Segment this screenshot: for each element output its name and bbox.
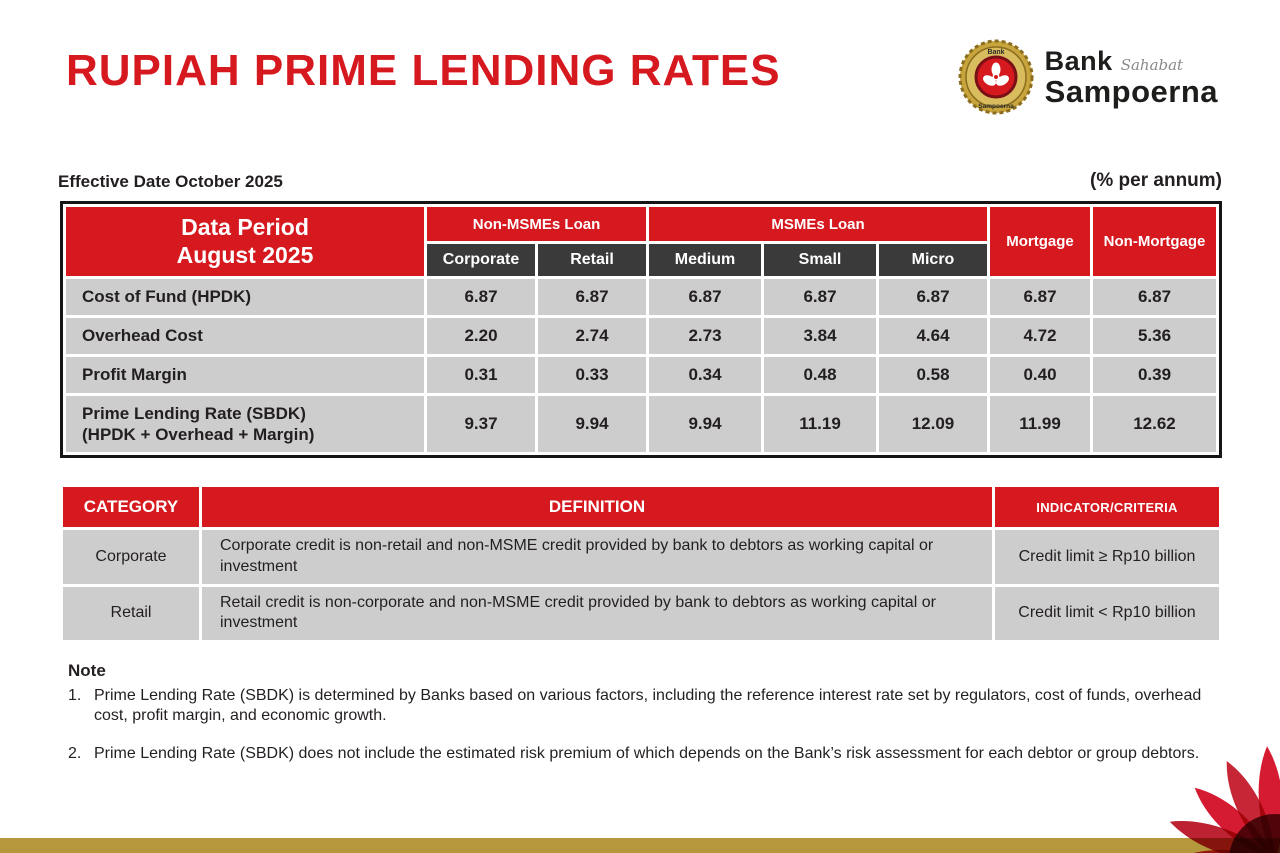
bank-sampoerna-logo bbox=[957, 38, 1218, 116]
definition-retail: Retail credit is non-corporate and non-MSME credit provided by bank to debtors as working capital or investment bbox=[202, 587, 992, 641]
table-row bbox=[66, 396, 1216, 452]
note-number: 2. bbox=[68, 744, 82, 762]
subheader-retail: Retail bbox=[538, 244, 646, 276]
cell-value: 0.40 bbox=[990, 357, 1090, 393]
notes-section bbox=[68, 660, 1218, 781]
def-header-category: CATEGORY bbox=[63, 487, 199, 527]
row-label-cost-of-fund: Cost of Fund (HPDK) bbox=[66, 279, 424, 315]
row-label-overhead-cost: Overhead Cost bbox=[66, 318, 424, 354]
cell-value: 4.72 bbox=[990, 318, 1090, 354]
meta-row bbox=[58, 170, 1222, 192]
cell-value: 0.34 bbox=[649, 357, 761, 393]
cell-value: 0.48 bbox=[764, 357, 876, 393]
cell-value: 3.84 bbox=[764, 318, 876, 354]
table-row bbox=[63, 587, 1219, 641]
page-title: RUPIAH PRIME LENDING RATES bbox=[66, 46, 781, 95]
flower-decoration-icon bbox=[1075, 705, 1280, 853]
subheader-medium: Medium bbox=[649, 244, 761, 276]
prime-rate-label-line1: Prime Lending Rate (SBDK) bbox=[82, 403, 306, 423]
row-label-profit-margin: Profit Margin bbox=[66, 357, 424, 393]
cell-value: 12.62 bbox=[1093, 396, 1216, 452]
subheader-small: Small bbox=[764, 244, 876, 276]
emblem-top-text: Bank bbox=[987, 49, 1005, 56]
cell-value: 5.36 bbox=[1093, 318, 1216, 354]
table-row bbox=[66, 357, 1216, 393]
criteria-retail: Credit limit < Rp10 billion bbox=[995, 587, 1219, 641]
table-row bbox=[63, 530, 1219, 584]
effective-date-label: Effective Date October 2025 bbox=[58, 172, 283, 191]
cell-value: 2.74 bbox=[538, 318, 646, 354]
cell-value: 11.99 bbox=[990, 396, 1090, 452]
unit-label: (% per annum) bbox=[1090, 170, 1222, 191]
prime-rate-label-line2: (HPDK + Overhead + Margin) bbox=[82, 425, 315, 444]
note-number: 1. bbox=[68, 686, 82, 704]
wordmark-bank: Bank bbox=[1044, 45, 1113, 76]
cell-value: 4.64 bbox=[879, 318, 987, 354]
cell-value: 6.87 bbox=[649, 279, 761, 315]
wordmark-sampoerna: Sampoerna bbox=[1044, 73, 1218, 109]
cell-value: 6.87 bbox=[538, 279, 646, 315]
emblem-bottom-text: Sampoerna bbox=[977, 103, 1014, 110]
cell-value: 0.39 bbox=[1093, 357, 1216, 393]
notes-heading: Note bbox=[68, 661, 106, 680]
table-row bbox=[66, 318, 1216, 354]
def-header-criteria: INDICATOR/CRITERIA bbox=[995, 487, 1219, 527]
cell-value: 6.87 bbox=[764, 279, 876, 315]
group-header-msmes: MSMEs Loan bbox=[649, 207, 987, 241]
data-period-line2: August 2025 bbox=[176, 241, 314, 268]
category-retail: Retail bbox=[63, 587, 199, 641]
cell-value: 11.19 bbox=[764, 396, 876, 452]
cell-value: 0.58 bbox=[879, 357, 987, 393]
logo-wordmark bbox=[1044, 45, 1218, 109]
definition-corporate: Corporate credit is non-retail and non-MSME credit provided by bank to debtors as working capital or investment bbox=[202, 530, 992, 584]
category-definition-table bbox=[60, 484, 1222, 643]
row-label-prime-lending-rate bbox=[66, 396, 424, 452]
bank-sampoerna-emblem-icon bbox=[957, 38, 1035, 116]
group-header-non-msmes: Non-MSMEs Loan bbox=[427, 207, 646, 241]
data-period-header bbox=[66, 207, 424, 276]
table-row bbox=[66, 279, 1216, 315]
header-non-mortgage: Non-Mortgage bbox=[1093, 207, 1216, 276]
cell-value: 0.31 bbox=[427, 357, 535, 393]
cell-value: 12.09 bbox=[879, 396, 987, 452]
subheader-micro: Micro bbox=[879, 244, 987, 276]
cell-value: 6.87 bbox=[427, 279, 535, 315]
data-period-line1: Data Period bbox=[181, 213, 309, 240]
cell-value: 6.87 bbox=[879, 279, 987, 315]
criteria-corporate: Credit limit ≥ Rp10 billion bbox=[995, 530, 1219, 584]
category-corporate: Corporate bbox=[63, 530, 199, 584]
prime-lending-rates-table bbox=[60, 201, 1222, 458]
cell-value: 2.20 bbox=[427, 318, 535, 354]
note-item-2 bbox=[68, 744, 1218, 764]
cell-value: 2.73 bbox=[649, 318, 761, 354]
header-mortgage: Mortgage bbox=[990, 207, 1090, 276]
subheader-corporate: Corporate bbox=[427, 244, 535, 276]
cell-value: 6.87 bbox=[990, 279, 1090, 315]
cell-value: 9.37 bbox=[427, 396, 535, 452]
wordmark-sahabat: Sahabat bbox=[1120, 55, 1184, 74]
cell-value: 0.33 bbox=[538, 357, 646, 393]
def-header-definition: DEFINITION bbox=[202, 487, 992, 527]
cell-value: 9.94 bbox=[538, 396, 646, 452]
cell-value: 9.94 bbox=[649, 396, 761, 452]
note-text: Prime Lending Rate (SBDK) does not include the estimated risk premium of which depends on the Bank’s risk assessment for each debtor or group debtors. bbox=[94, 744, 1200, 762]
note-item-1 bbox=[68, 686, 1218, 727]
note-text: Prime Lending Rate (SBDK) is determined by Banks based on various factors, including the reference interest rate set by regulators, cost of funds, overhead cost, profit margin, and economic growth. bbox=[94, 686, 1202, 725]
cell-value: 6.87 bbox=[1093, 279, 1216, 315]
